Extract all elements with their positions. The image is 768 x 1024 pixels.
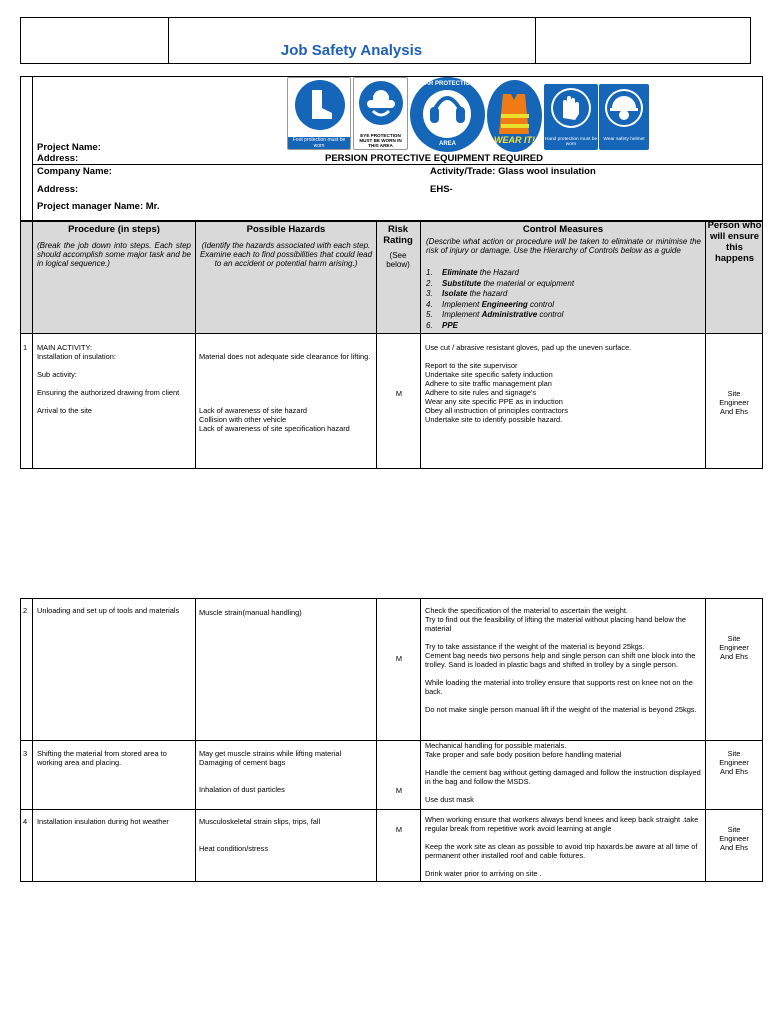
row-number: 4 (23, 817, 28, 826)
col-divider-num (32, 221, 33, 469)
control-item: 6. PPE (426, 320, 459, 330)
col-divider-risk (420, 598, 421, 882)
boot-icon (288, 78, 351, 132)
col-divider-control (705, 221, 706, 469)
col-divider-procedure (195, 221, 196, 469)
risk-rating-cell: M (395, 825, 403, 834)
helmet-sign (599, 84, 649, 150)
hand-protection-sign (544, 84, 598, 150)
col-divider-procedure (195, 598, 196, 882)
procedure-header: Procedure (in steps) (68, 224, 160, 235)
control-cell: Use cut / abrasive resistant gloves, pad up the uneven surface. Report to the site supervisor Undertake site specific safety induction Adhere to site traffic management plan Adhere to site rules and signage's Wear any site specific PPE as in induction Obey all instruction of principles contractors Undertake site to identify possible hazard. (425, 343, 632, 425)
col-divider-hazards (376, 221, 377, 469)
ear-protection-bottom-text: AREA (438, 141, 456, 147)
control-cell: Mechanical handling for possible materials. Take proper and safe body position before handling material Handle the cement bag without getting damaged and follow the instruction displayed in the bag and follow the MSDS. Use dust mask (425, 741, 701, 805)
company-name-label: Company Name: (37, 166, 112, 177)
control-header: Control Measures (522, 224, 604, 235)
gloves-icon (544, 84, 598, 132)
col-divider-risk (420, 221, 421, 469)
control-item: 4. Implement Engineering control (426, 299, 555, 309)
procedure-desc: (Break the job down into steps. Each step should accomplish some major task and be in logical sequence.) (37, 241, 191, 269)
helmet-caption: Wear safety helmet (603, 137, 645, 142)
ehs-label: EHS- (430, 184, 453, 195)
control-desc: (Describe what action or procedure will be taken to eliminate or minimise the risk of injury or damage. Use the Hierarchy of Controls below as a guide (426, 237, 701, 256)
procedure-cell: MAIN ACTIVITY: Installation of insulation: Sub activity: Ensuring the authorized drawing from client Arrival to the site (37, 343, 180, 416)
address-label-2: Address: (37, 184, 79, 195)
goggles-icon (354, 78, 408, 128)
hierarchy-of-controls-list (426, 268, 702, 331)
helmet-icon (599, 84, 649, 132)
eye-protection-caption: EYE PROTECTION MUST BE WORN IN THIS AREA (359, 133, 402, 149)
col-divider-num (32, 598, 33, 882)
col-divider-hazards (376, 598, 377, 882)
address-label-1: Address: (37, 153, 79, 164)
control-item: 1. Eliminate the Hazard (426, 268, 519, 277)
hazards-cell: Muscle strain(manual handling) (199, 608, 302, 617)
control-cell: When working ensure that workers always bend knees and keep back straight .take regular break from repetitive work avoid learning at angle Keep the work site as clean as possible to avoid trip haxards.be aware at all time of permanent other installed roof and cable fixtures. Drink water prior to arriving on site . (425, 815, 699, 879)
hazards-header: Possible Hazards (246, 224, 326, 235)
hazards-cell: Musculoskeletal strain slips, trips, fall Heat condition/stress (199, 817, 321, 854)
person-cell: Site Engineer And Ehs (719, 825, 749, 853)
page-title: Job Safety Analysis (280, 42, 423, 59)
ppe-heading: PERSION PROTECTIVE EQUIPMENT REQUIRED (325, 153, 543, 164)
control-item: 2. Substitute the material or equipment (426, 278, 575, 288)
control-item: 5. Implement Administrative control (426, 310, 564, 319)
foot-protection-sign (287, 77, 351, 150)
procedure-cell: Unloading and set up of tools and materials (37, 606, 180, 615)
row-number: 1 (23, 343, 28, 352)
risk-header: Risk Rating (383, 224, 413, 246)
wear-it-caption: WEAR IT! (494, 135, 535, 145)
person-cell: Site Engineer And Ehs (719, 389, 749, 417)
person-cell: Site Engineer And Ehs (719, 634, 749, 662)
activity-trade-label: Activity/Trade: Glass wool insulation (430, 166, 596, 177)
person-cell: Site Engineer And Ehs (719, 749, 749, 777)
hazards-desc: (Identify the hazards associated with each step. Examine each to find possibilities that could lead to an accident or potential harm arising.) (199, 241, 373, 269)
risk-rating-cell: M (395, 786, 403, 795)
hazards-cell: Material does not adequate side clearance for lifting. Lack of awareness of site hazard Collision with other vehicle Lack of awareness of site specification hazard (199, 352, 371, 434)
foot-protection-caption: Foot protection must be worn (288, 137, 350, 150)
title-divider-right (535, 17, 536, 64)
risk-desc: (See below) (386, 251, 410, 270)
ear-protection-top-text: EAR PROTECTION (420, 81, 475, 87)
risk-rating-cell: M (395, 654, 403, 663)
info-left-margin (32, 76, 33, 221)
control-cell: Check the specification of the material to ascertain the weight. Try to find out the feasibility of lifting the material without placing hand below the material Try to take assistance if the weight of the material is beyond 25kgs. Cement bag needs two persons help and single person can shift one block into the trolley. Sand is loaded in plastic bags and shifted in trolley by a single person. While loading the material into trolley ensure that supports rest on knee not on the back. Do not make single person manual lift if the weight of the material is beyond 25kgs. (425, 606, 697, 715)
row-number: 2 (23, 606, 28, 615)
wear-it-sign (487, 80, 542, 152)
procedure-cell: Installation insulation during hot weather (37, 817, 169, 826)
person-header: Person who will ensure this happens (707, 220, 762, 264)
procedure-cell: Shifting the material from stored area to working area and placing. (37, 749, 167, 768)
eye-protection-sign (353, 77, 408, 150)
row-number: 3 (23, 749, 28, 758)
hand-protection-caption: Hand protection must be worn (544, 137, 598, 148)
project-manager-label: Project manager Name: Mr. (37, 201, 160, 212)
risk-rating-cell: M (395, 389, 403, 398)
ear-protection-sign (410, 77, 485, 152)
control-item: 3. Isolate the hazard (426, 289, 508, 298)
hazards-cell: May get muscle strains while lifting material Damaging of cement bags Inhalation of dust particles (199, 749, 342, 795)
project-name-label: Project Name: (37, 142, 101, 153)
